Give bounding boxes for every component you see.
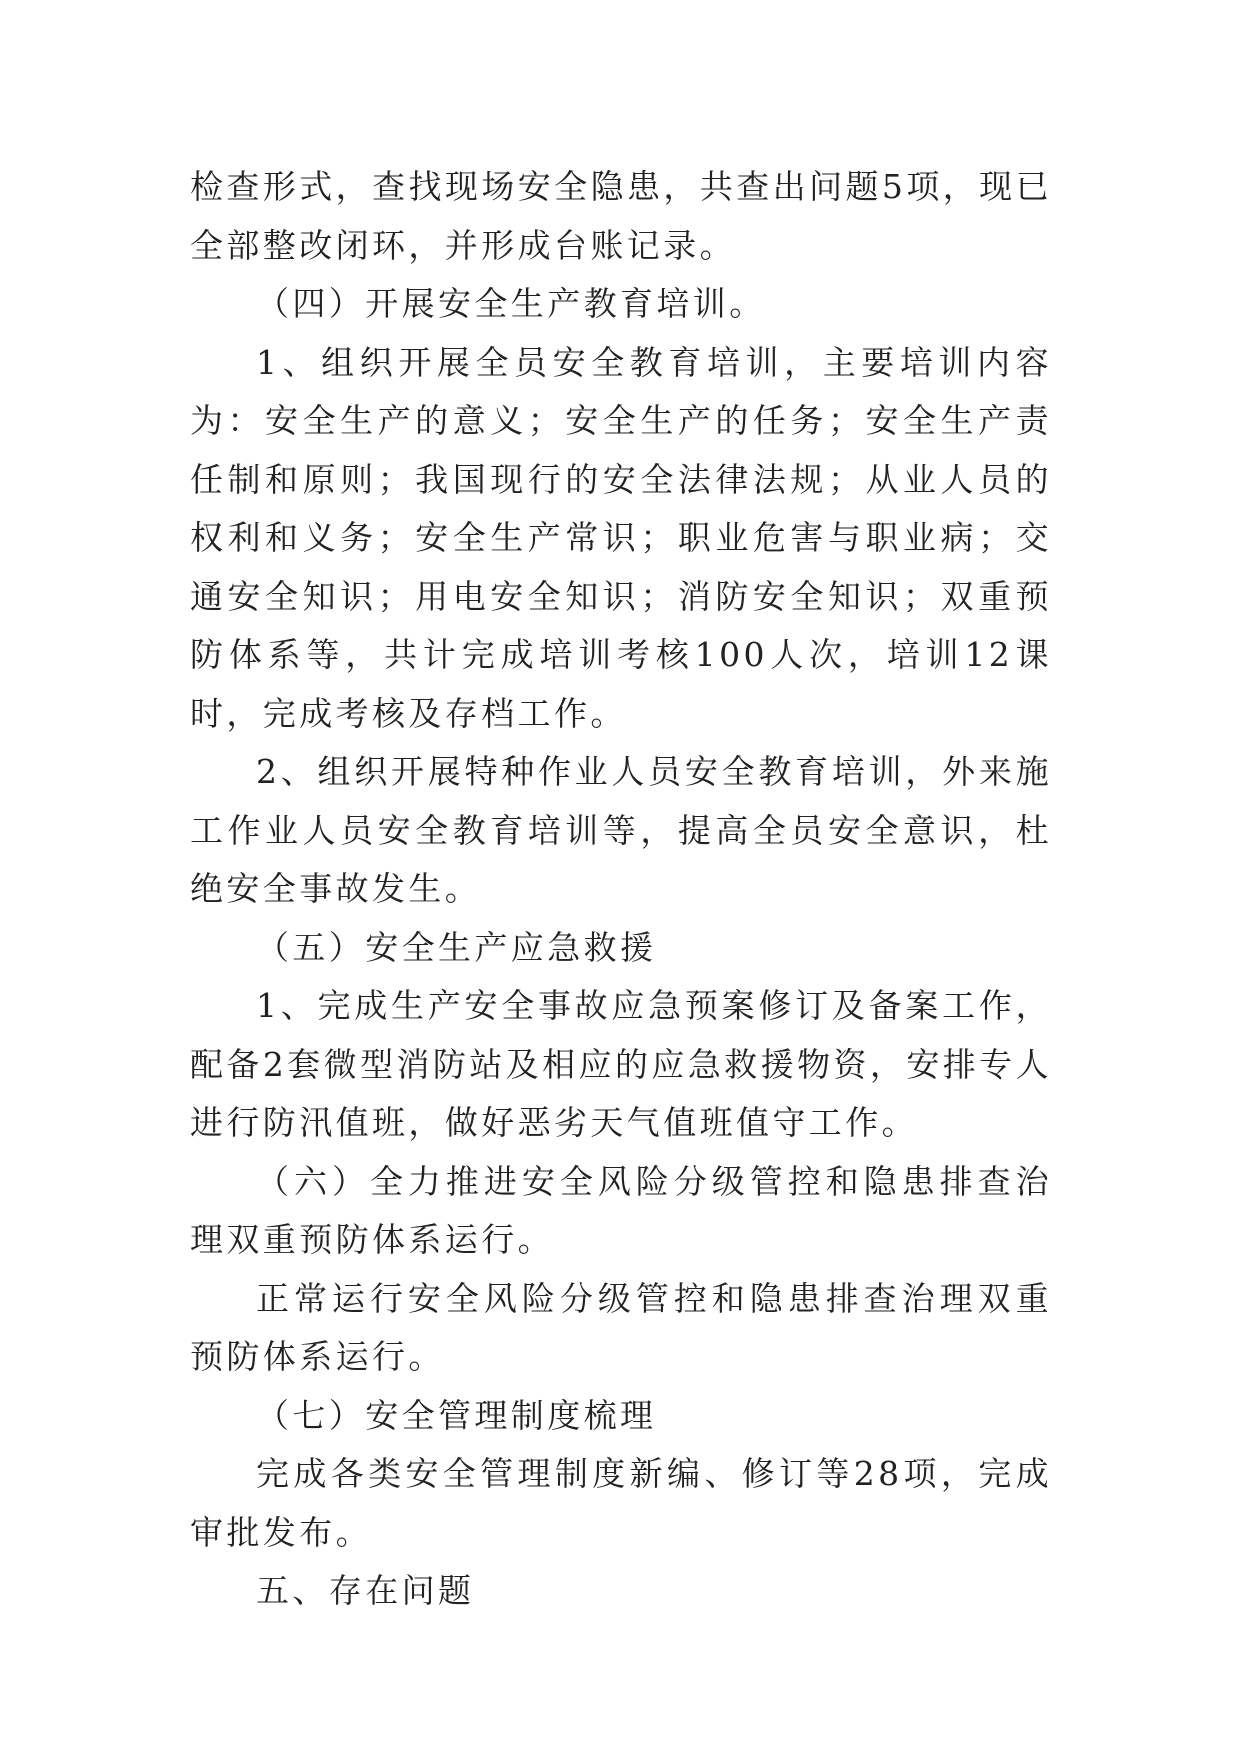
paragraph-inspection-summary: 检查形式，查找现场安全隐患，共查出问题5项，现已全部整改闭环，并形成台账记录。 [190, 167, 1052, 265]
paragraph-emergency-plan: 1、完成生产安全事故应急预案修订及备案工作，配备2套微型消防站及相应的应急救援物资，安排专人进行防汛值班，做好恶劣天气值班值守工作。 [190, 986, 1052, 1142]
document-body [190, 158, 1052, 1621]
paragraph-special-operations-training: 2、组织开展特种作业人员安全教育培训，外来施工作业人员安全教育培训等，提高全员安全意识，杜绝安全事故发生。 [190, 752, 1052, 908]
section-heading-training: （四）开展安全生产教育培训。 [256, 284, 766, 323]
paragraph-all-staff-training: 1、组织开展全员安全教育培训，主要培训内容为：安全生产的意义；安全生产的任务；安全生产责任制和原则；我国现行的安全法律法规；从业人员的权利和义务；安全生产常识；职业危害与职业病；交通安全知识；用电安全知识；消防安全知识；双重预防体系等，共计完成培训考核100人次，培训12课时，完成考核及存档工作。 [190, 342, 1052, 733]
section-heading-dual-prevention: （六）全力推进安全风险分级管控和隐患排查治理双重预防体系运行。 [190, 1161, 1052, 1259]
paragraph-dual-prevention-operation: 正常运行安全风险分级管控和隐患排查治理双重预防体系运行。 [190, 1278, 1052, 1376]
section-heading-management-system: （七）安全管理制度梳理 [256, 1395, 657, 1435]
section-heading-existing-problems: 五、存在问题 [256, 1571, 475, 1610]
section-heading-emergency-rescue: （五）安全生产应急救援 [256, 927, 657, 967]
paragraph-management-system-revision: 完成各类安全管理制度新编、修订等28项，完成审批发布。 [190, 1454, 1052, 1552]
